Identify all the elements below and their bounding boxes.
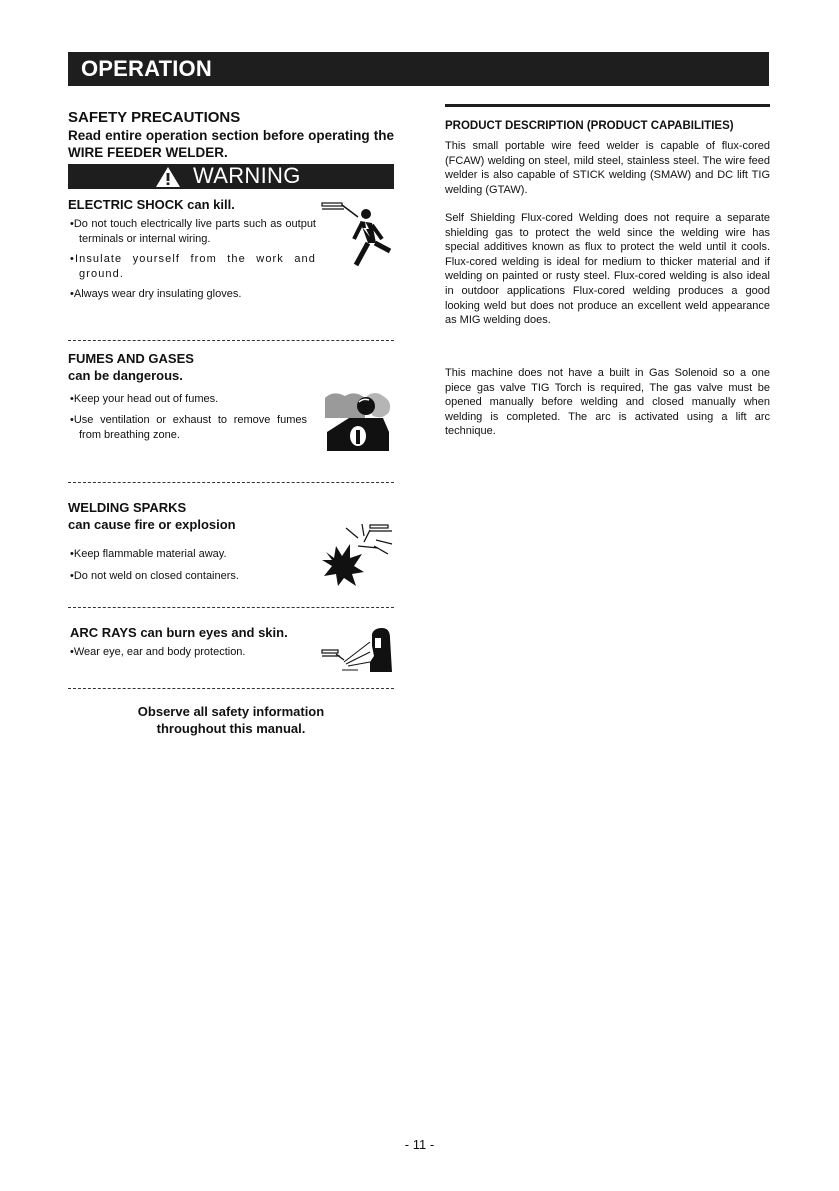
safety-intro: Read entire operation section before operating the WIRE FEEDER WELDER. [68,128,394,160]
electric-bullet-1: • Do not touch electrically live parts such as output terminals or internal wiring. [70,217,316,247]
electric-bullet-3: • Always wear dry insulating gloves. [70,287,316,302]
arc-rays-icon [320,626,396,676]
section-divider [68,340,394,341]
closing-line-1: Observe all safety information [137,704,325,719]
warning-label: WARNING [193,163,301,188]
right-column-rule [445,104,770,107]
sparks-subtitle: can cause fire or explosion [68,517,236,532]
fumes-icon [323,388,393,452]
welding-sparks-icon [322,522,396,588]
electric-bullet-2: • Insulate yourself from the work and ground. [70,252,316,282]
sparks-bullet-2: • Do not weld on closed containers. [70,569,316,584]
fumes-subtitle: can be dangerous. [68,368,183,383]
product-paragraph-1: This small portable wire feed welder is capable of flux-cored (FCAW) welding on steel, mild steel, stainless steel. The wire feed welder is also capable of STICK welding (SMAW) and DC lift TIG welding (GTAW). [445,140,770,196]
electric-shock-title: ELECTRIC SHOCK can kill. [68,197,235,212]
closing-line-2: throughout this manual. [156,721,306,736]
fumes-bullet-2: • Use ventilation or exhaust to remove fumes from breathing zone. [70,413,307,443]
electric-shock-icon [320,199,396,271]
warning-banner [68,164,394,189]
product-description-title: PRODUCT DESCRIPTION (PRODUCT CAPABILITIES) [445,120,734,132]
section-divider [68,607,394,608]
product-paragraph-2: Self Shielding Flux-cored Welding does not require a separate shielding gas to protect the weld since the welding wire has special additives known as flux to protect the weld until it cools. Flux-cored welding is ideal for medium to thicker material and if welding on painted or rusty steel. Flux-cored welding is also ideal in outdoor applications Flux-cored welding produces a good looking weld but does not produce an excellent weld appearance as MIG welding does. [445,212,770,327]
section-title: OPERATION [81,56,212,81]
warning-triangle-icon [155,166,181,188]
arc-bullet-1: • Wear eye, ear and body protection. [70,645,316,660]
sparks-bullet-1: • Keep flammable material away. [70,547,316,562]
sparks-title: WELDING SPARKS [68,500,187,515]
product-paragraph-3: This machine does not have a built in Gas Solenoid so a one piece gas valve TIG Torch is required, The gas valve must be opened manually before welding and closed manually when welding is completed. The arc is activated using a lift arc technique. [445,367,770,438]
safety-precautions-title: SAFETY PRECAUTIONS [68,109,241,126]
page-number: - 11 - [404,1137,435,1152]
fumes-title: FUMES AND GASES [68,351,194,366]
section-divider [68,688,394,689]
section-divider [68,482,394,483]
arc-rays-title: ARC RAYS can burn eyes and skin. [70,625,288,640]
fumes-bullet-1: • Keep your head out of fumes. [70,392,316,407]
section-header-bar [68,52,769,86]
